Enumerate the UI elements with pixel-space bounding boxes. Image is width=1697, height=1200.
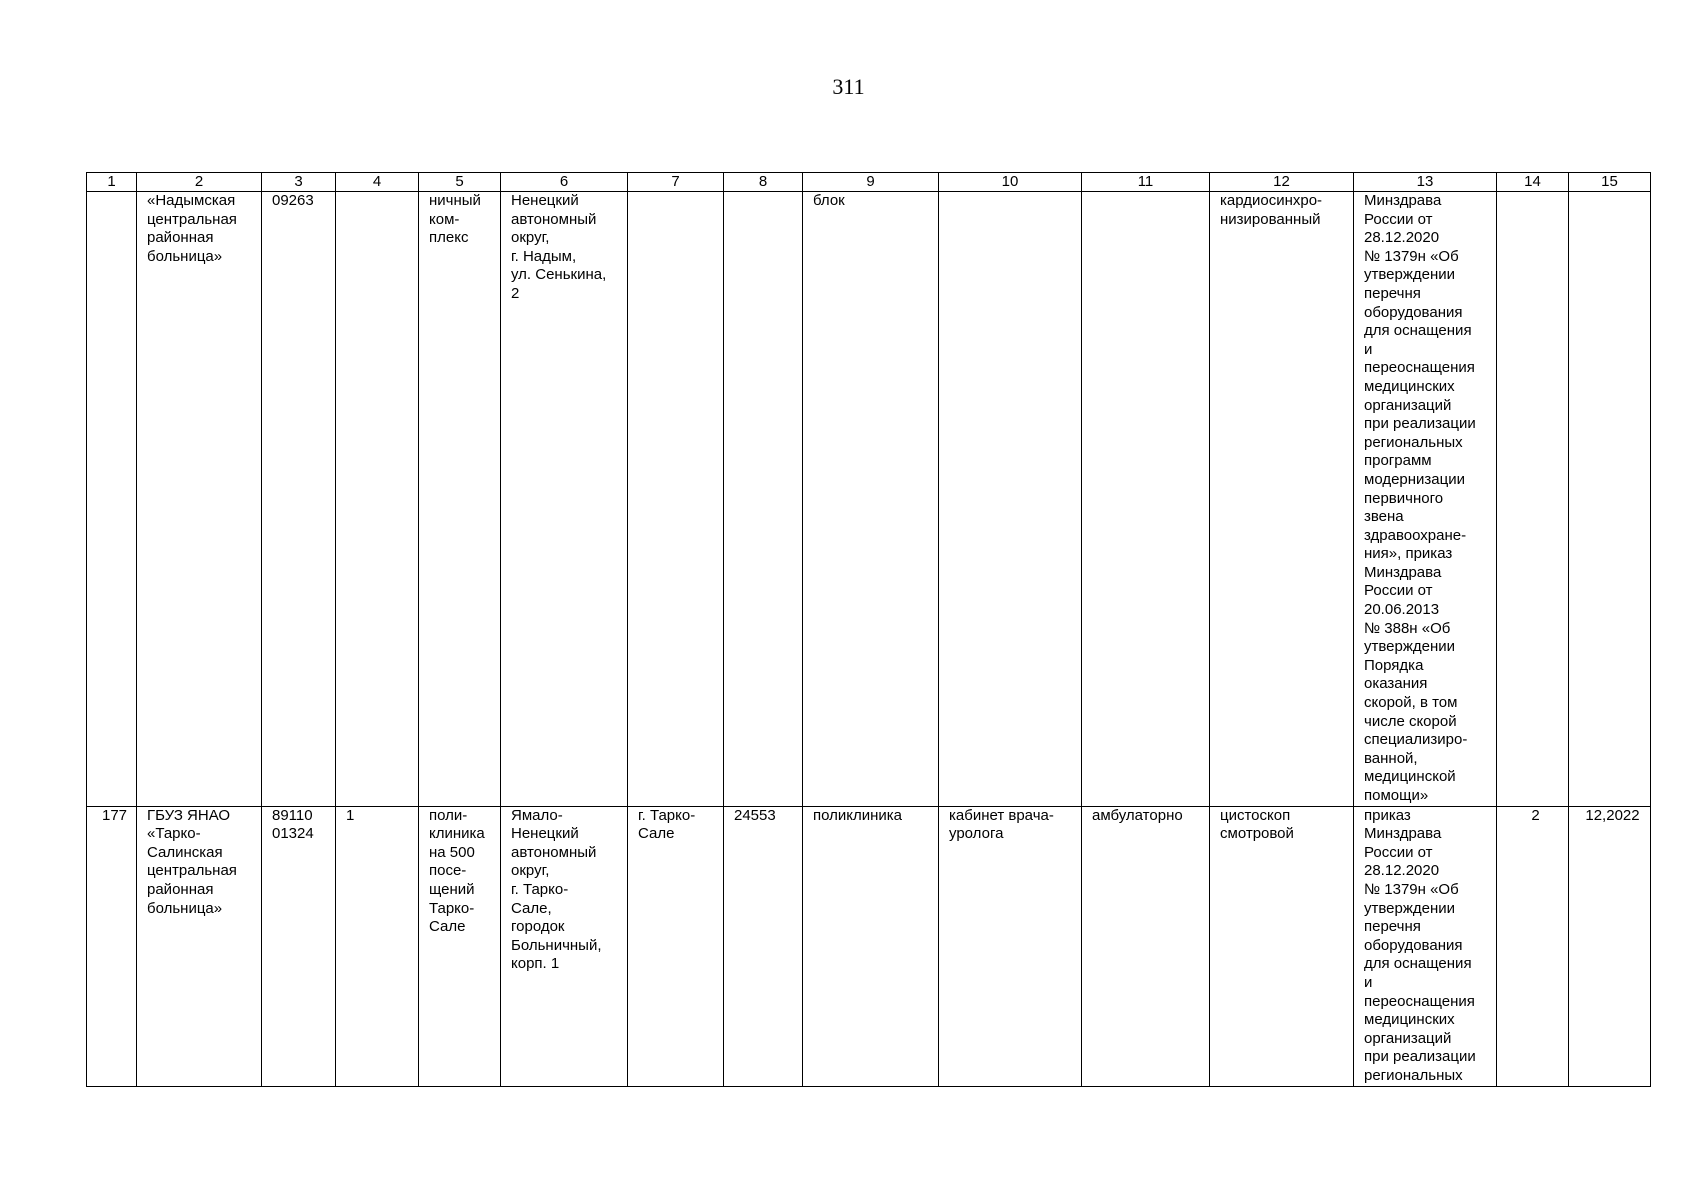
table-row: [87, 192, 1651, 807]
cell-population: 24553: [724, 806, 803, 1086]
cell-quantity: [1497, 192, 1569, 807]
column-header: 12: [1210, 173, 1354, 192]
equipment-table: [86, 172, 1651, 1087]
cell-legal-basis: Минздрава России от 28.12.2020 № 1379н «Об утверждении перечня оборудования для оснащения и переоснащения медицинских организаций при реализации региональных программ модернизации первичного звена здравоохране- ния», приказ Минздрава России от 20.06.2013 № 388н «Об утверждении Порядка оказания скорой, в том числе скорой специализиро- ванной, медицинской помощи»: [1354, 192, 1497, 807]
cell-room: [939, 192, 1082, 807]
cell-date: [1569, 192, 1651, 807]
cell-facility: ничный ком- плекс: [419, 192, 501, 807]
column-header: 14: [1497, 173, 1569, 192]
cell-facility: поли- клиника на 500 посе- щений Тарко- Сале: [419, 806, 501, 1086]
cell-equipment: цистоскоп смотровой: [1210, 806, 1354, 1086]
cell-code: 89110 01324: [262, 806, 336, 1086]
cell-organization: ГБУЗ ЯНАО «Тарко- Салинская центральная районная больница»: [137, 806, 262, 1086]
cell-equipment: кардиосинхро- низированный: [1210, 192, 1354, 807]
cell-date: 12,2022: [1569, 806, 1651, 1086]
cell-code: 09263: [262, 192, 336, 807]
cell-locality: г. Тарко- Сале: [628, 806, 724, 1086]
cell-care-form: [1082, 192, 1210, 807]
cell-address: Ямало- Ненецкий автономный округ, г. Тарко- Сале, городок Больничный, корп. 1: [501, 806, 628, 1086]
cell-count: [336, 192, 419, 807]
header-row: [87, 173, 1651, 192]
table-row: [87, 806, 1651, 1086]
page-number: 311: [832, 74, 865, 99]
cell-address: Ненецкий автономный округ, г. Надым, ул. Сенькина, 2: [501, 192, 628, 807]
column-header: 15: [1569, 173, 1651, 192]
cell-unit-type: поликлиника: [803, 806, 939, 1086]
column-header: 3: [262, 173, 336, 192]
cell-locality: [628, 192, 724, 807]
column-header: 7: [628, 173, 724, 192]
column-header: 5: [419, 173, 501, 192]
cell-population: [724, 192, 803, 807]
cell-quantity: 2: [1497, 806, 1569, 1086]
column-header: 6: [501, 173, 628, 192]
column-header: 9: [803, 173, 939, 192]
cell-row-number: [87, 192, 137, 807]
column-header: 11: [1082, 173, 1210, 192]
column-header: 10: [939, 173, 1082, 192]
column-header: 4: [336, 173, 419, 192]
cell-organization: «Надымская центральная районная больница»: [137, 192, 262, 807]
cell-row-number: 177: [87, 806, 137, 1086]
cell-care-form: амбулаторно: [1082, 806, 1210, 1086]
cell-unit-type: блок: [803, 192, 939, 807]
cell-legal-basis: приказ Минздрава России от 28.12.2020 № 1379н «Об утверждении перечня оборудования для оснащения и переоснащения медицинских организаций при реализации региональных: [1354, 806, 1497, 1086]
column-header: 1: [87, 173, 137, 192]
cell-count: 1: [336, 806, 419, 1086]
cell-room: кабинет врача- уролога: [939, 806, 1082, 1086]
column-header: 8: [724, 173, 803, 192]
column-header: 2: [137, 173, 262, 192]
column-header: 13: [1354, 173, 1497, 192]
